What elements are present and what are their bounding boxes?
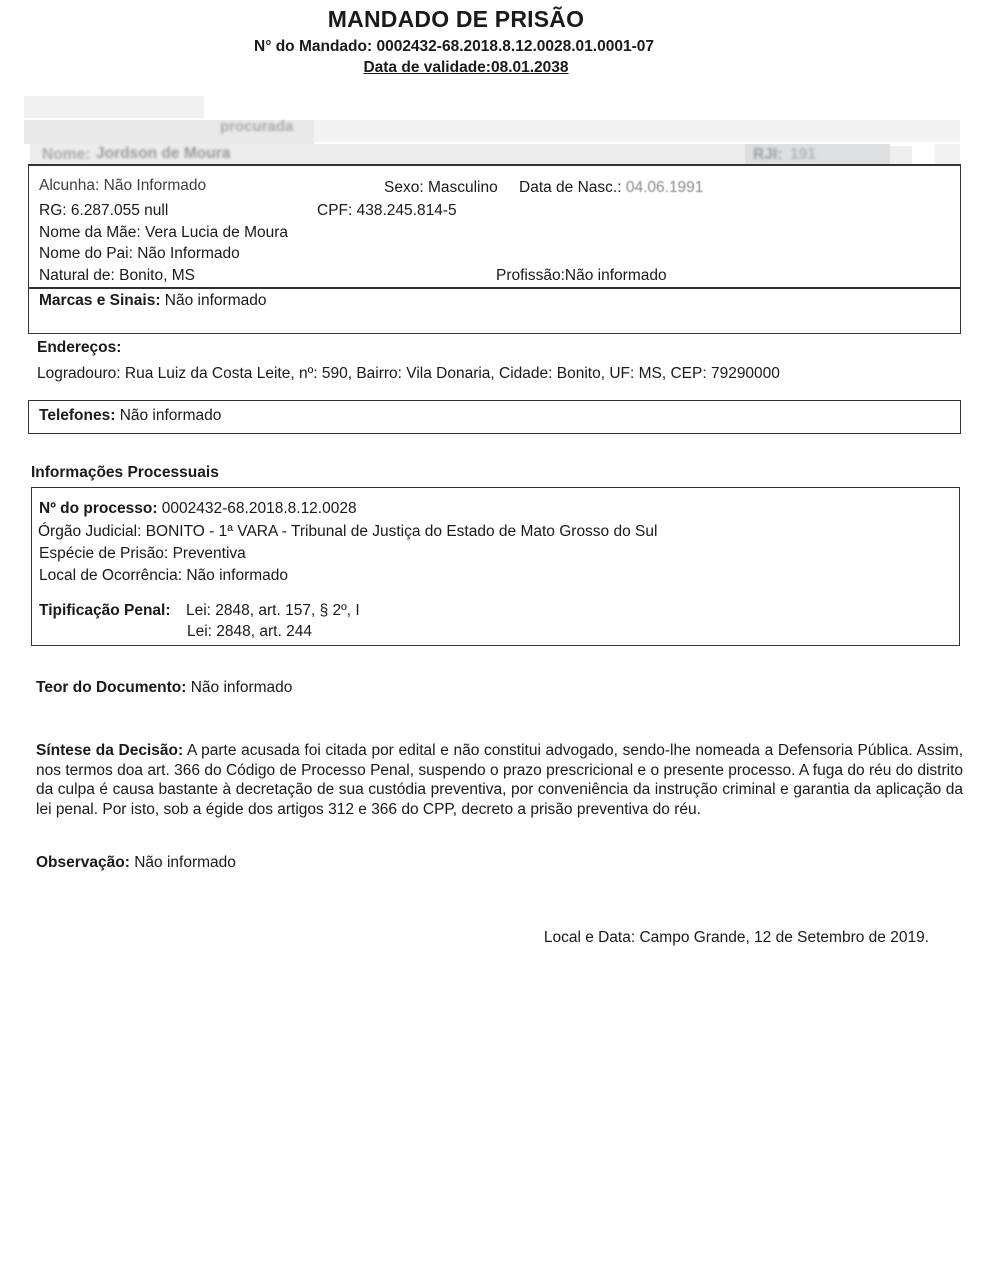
person-section-label: procurada (220, 118, 294, 135)
process-section-title: Informações Processuais (31, 464, 219, 481)
phones-field (39, 407, 221, 425)
father-label: Nome do Pai: (39, 245, 133, 262)
rg-label: RG: (39, 202, 67, 219)
redaction-band (935, 144, 960, 166)
validity-label: Data de validade: (363, 59, 491, 76)
synthesis-paragraph (36, 741, 963, 819)
process-number-field (39, 500, 357, 518)
phones-label: Telefones: (39, 407, 116, 424)
redaction-band (24, 96, 204, 118)
father-value: Não Informado (137, 245, 240, 262)
warrant-number-line (0, 38, 908, 56)
sex-field (384, 179, 498, 197)
person-name: Jordson de Moura (96, 145, 231, 162)
cpf-field (317, 202, 457, 220)
typification-label: Tipificação Penal: (39, 602, 171, 619)
organ-value: BONITO - 1ª VARA - Tribunal de Justiça do Estado de Mato Grosso do Sul (145, 523, 658, 540)
cpf-label: CPF: (317, 202, 353, 219)
natural-value: Bonito, MS (119, 267, 195, 284)
marks-field (39, 292, 266, 310)
place-field (39, 567, 288, 585)
content-field (36, 679, 292, 697)
natural-field (39, 267, 195, 285)
phones-value: Não informado (119, 407, 222, 424)
profession-value: Não informado (564, 267, 667, 284)
observation-field (36, 854, 236, 872)
typification-item: Lei: 2848, art. 244 (187, 623, 312, 640)
profession-field (496, 267, 667, 285)
redaction-band (890, 146, 912, 166)
place-label: Local de Ocorrência: (39, 567, 183, 584)
birth-label: Data de Nasc.: (519, 179, 622, 196)
mother-value: Vera Lucia de Moura (144, 224, 289, 241)
content-label: Teor do Documento: (36, 679, 187, 696)
cpf-value: 438.245.814-5 (356, 202, 457, 219)
mother-field (39, 224, 288, 242)
sex-value: Masculino (427, 179, 498, 196)
birth-value: 04.06.1991 (625, 179, 704, 196)
organ-label: Órgão Judicial: (38, 523, 142, 540)
warrant-number: 0002432-68.2018.8.12.0028.01.0001-07 (376, 38, 654, 55)
marks-label: Marcas e Sinais: (39, 292, 161, 309)
mother-label: Nome da Mãe: (39, 224, 141, 241)
synthesis-text: A parte acusada foi citada por edital e não constitui advogado, sendo-lhe nomeada a Defensoria Pública. Assim, nos termos doa art. 366 do Código de Processo Penal, suspendo o prazo prescricional e o presente processo. A fuga do réu do distrito da culpa é causa bastante à decretação de sua custódia preventiva, por conveniência da instrução criminal e garantia da aplicação da lei penal. Por isto, sob a égide dos artigos 312 e 366 do CPP, decreto a prisão preventiva do réu. (36, 742, 964, 818)
alias-value: Não Informado (103, 177, 207, 194)
process-number-label: Nº do processo: (39, 500, 158, 517)
observation-value: Não informado (134, 854, 236, 871)
addresses-label: Endereços: (37, 339, 122, 356)
synthesis-label: Síntese da Decisão: (36, 742, 184, 759)
divider (28, 287, 961, 289)
redaction-band (314, 120, 960, 142)
kind-field (39, 545, 246, 563)
observation-label: Observação: (36, 854, 130, 871)
warrant-number-label: N° do Mandado: (254, 38, 373, 55)
marks-value: Não informado (164, 292, 267, 309)
natural-label: Natural de: (39, 267, 115, 284)
rg-value: 6.287.055 null (70, 202, 169, 219)
alias-label: Alcunha: (39, 177, 100, 194)
validity-date: 08.01.2038 (490, 59, 569, 76)
place-value: Não informado (186, 567, 289, 584)
validity-line (0, 59, 932, 77)
name-label: Nome: (42, 146, 91, 163)
rji-label: RJI: (753, 146, 783, 163)
document-title: MANDADO DE PRISÃO (327, 6, 585, 32)
process-number: 0002432-68.2018.8.12.0028 (161, 500, 357, 517)
alias-field (39, 177, 206, 195)
address-line: Logradouro: Rua Luiz da Costa Leite, nº: 590, Bairro: Vila Donaria, Cidade: Bonito, UF: MS, CEP: 79290000 (37, 365, 780, 382)
typification-item: Lei: 2848, art. 157, § 2º, I (186, 602, 360, 619)
local-and-date: Local e Data: Campo Grande, 12 de Setembro de 2019. (543, 929, 929, 946)
profession-label: Profissão: (496, 267, 565, 284)
rji-value: 191 (790, 146, 816, 163)
organ-field (38, 523, 657, 541)
content-value: Não informado (190, 679, 293, 696)
kind-label: Espécie de Prisão: (39, 545, 169, 562)
kind-value: Preventiva (172, 545, 246, 562)
rg-field (39, 202, 168, 220)
father-field (39, 245, 240, 263)
sex-label: Sexo: (384, 179, 424, 196)
birth-field (519, 179, 703, 197)
